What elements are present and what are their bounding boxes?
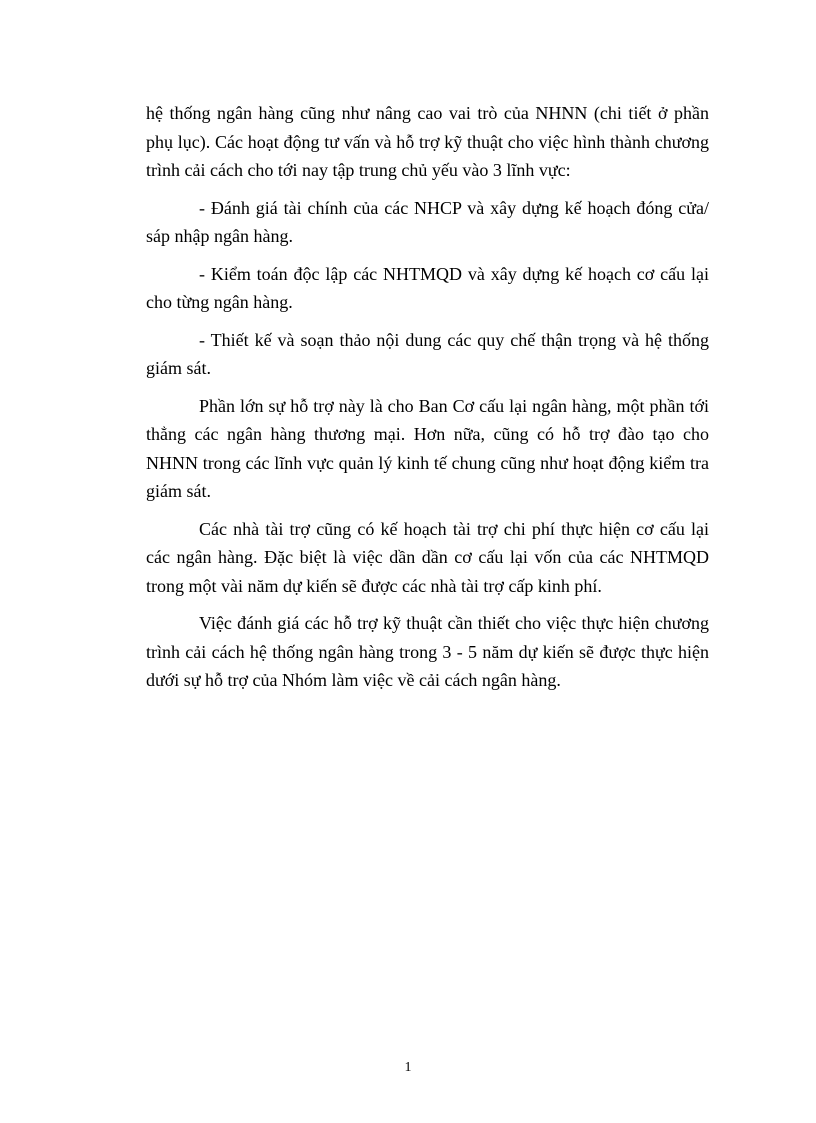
body-text — [146, 99, 709, 704]
paragraph-intro-continuation: hệ thống ngân hàng cũng như nâng cao vai trò của NHNN (chi tiết ở phần phụ lục). Các hoạt động tư vấn và hỗ trợ kỹ thuật cho việc hình thành chương trình cải cách cho tới nay tập trung chủ yếu vào 3 lĩnh vực: — [146, 103, 709, 180]
list-item-financial-assessment: - Đánh giá tài chính của các NHCP và xây dựng kế hoạch đóng cửa/ sáp nhập ngân hàng. — [146, 197, 709, 246]
paragraph-support-recipients: Phần lớn sự hỗ trợ này là cho Ban Cơ cấu lại ngân hàng, một phần tới thẳng các ngân hàng thương mại. Hơn nữa, cũng có hỗ trợ đào tạo cho NHNN trong các lĩnh vực quản lý kinh tế chung cũng như hoạt động kiểm tra giám sát. — [146, 395, 709, 501]
paragraph-donor-funding: Các nhà tài trợ cũng có kế hoạch tài trợ chi phí thực hiện cơ cấu lại các ngân hàng. Đặc biệt là việc dần dần cơ cấu lại vốn của các NHTMQD trong một vài năm dự kiến sẽ được các nhà tài trợ cấp kinh phí. — [146, 518, 709, 596]
paragraph-technical-assistance-evaluation: Việc đánh giá các hỗ trợ kỹ thuật cần thiết cho việc thực hiện chương trình cải cách hệ thống ngân hàng trong 3 - 5 năm dự kiến sẽ được thực hiện dưới sự hỗ trợ của Nhóm làm việc về cải cách ngân hàng. — [146, 613, 709, 690]
list-item-prudential-regulations: - Thiết kế và soạn thảo nội dung các quy chế thận trọng và hệ thống giám sát. — [146, 329, 709, 378]
page-number: 1 — [404, 1060, 412, 1075]
list-item-independent-audit: - Kiểm toán độc lập các NHTMQD và xây dựng kế hoạch cơ cấu lại cho từng ngân hàng. — [146, 263, 709, 312]
